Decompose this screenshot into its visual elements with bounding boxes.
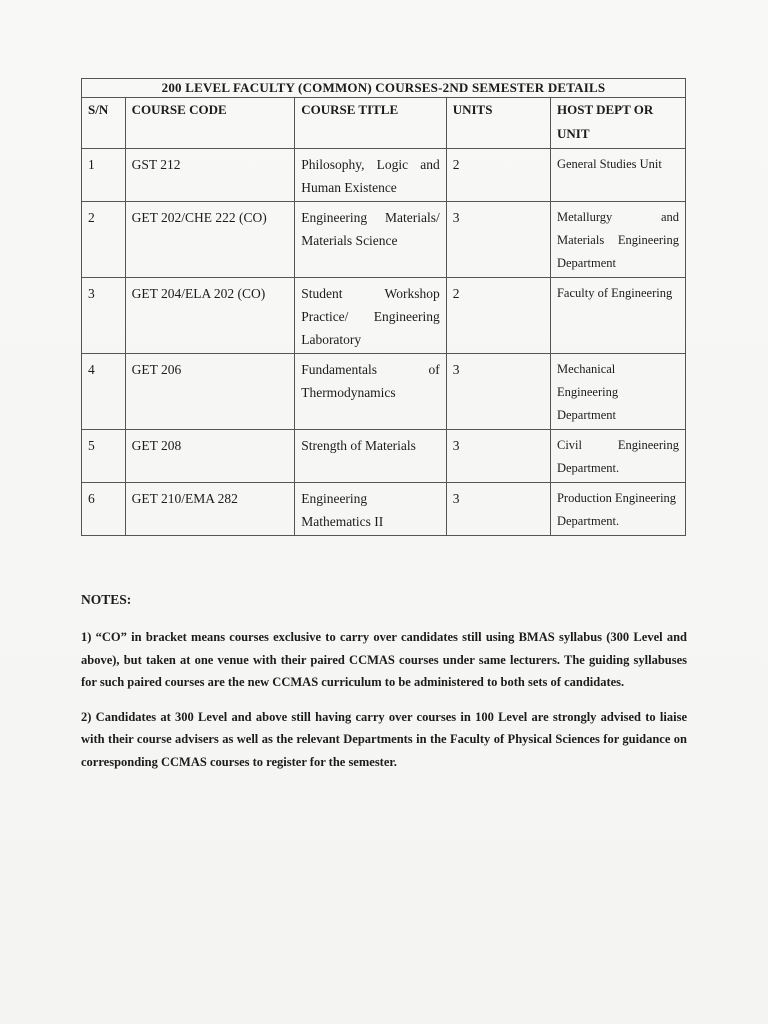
note-item: 2) Candidates at 300 Level and above still having carry over courses in 100 Level are strongly advised to liaise with their course advisers as well as the relevant Departments in the Faculty of Physical Sciences for guidance on corresponding CCMAS courses to register for the semester. [81, 709, 687, 769]
cell-course-code: GST 212 [125, 149, 295, 202]
cell-course-title: Strength of Materials [295, 430, 447, 483]
table-title-row [82, 79, 686, 98]
table-row [82, 278, 686, 354]
header-course-title: COURSE TITLE [295, 98, 447, 149]
cell-course-code: GET 202/CHE 222 (CO) [125, 202, 295, 278]
cell-course-title: Engineering Mathematics II [295, 483, 447, 536]
cell-host-dept: Metallurgy and Materials Engineering Department [550, 202, 685, 278]
cell-host-dept: Production Engineering Department. [550, 483, 685, 536]
cell-sn: 1 [82, 149, 126, 202]
cell-units: 3 [446, 483, 550, 536]
header-units: UNITS [446, 98, 550, 149]
cell-sn: 4 [82, 354, 126, 430]
note-item: 1) “CO” in bracket means courses exclusive to carry over candidates still using BMAS syllabus (300 Level and above), but taken at one venue with their paired CCMAS courses under same lecturers. The guiding syllabuses for such paired courses are the new CCMAS curriculum to be administered to both sets of candidates. [81, 630, 687, 689]
header-course-code: COURSE CODE [125, 98, 295, 149]
table-row [82, 483, 686, 536]
cell-units: 3 [446, 430, 550, 483]
cell-course-title: Fundamentals of Thermodynamics [295, 354, 447, 430]
header-sn: S/N [82, 98, 126, 149]
cell-course-code: GET 204/ELA 202 (CO) [125, 278, 295, 354]
cell-course-code: GET 210/EMA 282 [125, 483, 295, 536]
cell-sn: 5 [82, 430, 126, 483]
cell-course-title: Engineering Materials/ Materials Science [295, 202, 447, 278]
cell-units: 2 [446, 149, 550, 202]
cell-units: 2 [446, 278, 550, 354]
cell-course-code: GET 208 [125, 430, 295, 483]
table-row [82, 354, 686, 430]
cell-course-title: Philosophy, Logic and Human Existence [295, 149, 447, 202]
courses-table [81, 78, 686, 536]
cell-units: 3 [446, 354, 550, 430]
cell-course-code: GET 206 [125, 354, 295, 430]
notes-section [81, 592, 687, 785]
table-header-row [82, 98, 686, 149]
notes-heading: NOTES: [81, 592, 132, 607]
cell-host-dept: Mechanical Engineering Department [550, 354, 685, 430]
cell-sn: 2 [82, 202, 126, 278]
cell-host-dept: Civil Engineering Department. [550, 430, 685, 483]
table-row [82, 430, 686, 483]
table-row [82, 149, 686, 202]
cell-sn: 6 [82, 483, 126, 536]
header-host-dept: HOST DEPT OR UNIT [550, 98, 685, 149]
cell-units: 3 [446, 202, 550, 278]
cell-sn: 3 [82, 278, 126, 354]
cell-host-dept: Faculty of Engineering [550, 278, 685, 354]
cell-host-dept: General Studies Unit [550, 149, 685, 202]
table-title: 200 LEVEL FACULTY (COMMON) COURSES-2ND SEMESTER DETAILS [82, 79, 686, 98]
table-row [82, 202, 686, 278]
cell-course-title: Student Workshop Practice/ Engineering Laboratory [295, 278, 447, 354]
